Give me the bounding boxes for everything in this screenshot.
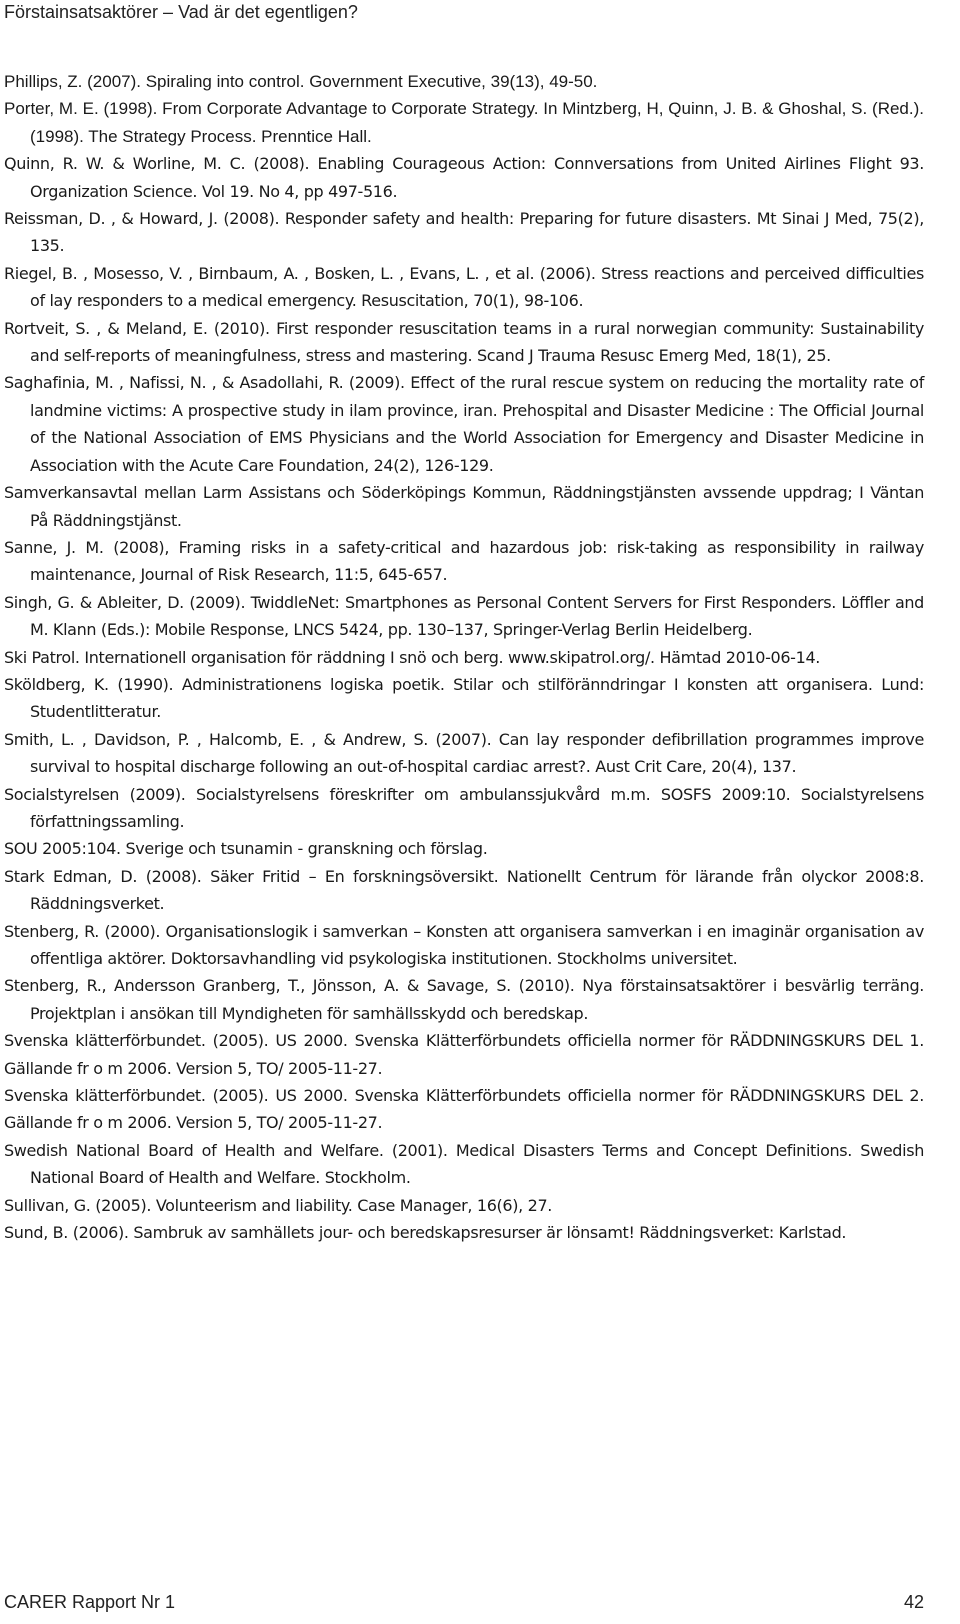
reference-entry: Svenska klätterförbundet. (2005). US 2000. Svenska Klätterförbundets officiella normer för RÄDDNINGSKURS DEL 1. Gällande fr o m 2006. Version 5, TO/ 2005-11-27. — [4, 1031, 924, 1078]
page-number: 42 — [903, 1592, 924, 1612]
reference-entry: Smith, L. , Davidson, P. , Halcomb, E. , & Andrew, S. (2007). Can lay responder defibrillation programmes improve survival to hospital discharge following an out-of-hospital cardiac arrest?. Aust Crit Care, 20(4), 137. — [4, 729, 924, 777]
reference-entry: Riegel, B. , Mosesso, V. , Birnbaum, A. , Bosken, L. , Evans, L. , et al. (2006). Stress reactions and perceived difficulties of lay responders to a medical emergency. Resuscitation, 70(1), 98-106. — [4, 263, 924, 311]
reference-entry: Sund, B. (2006). Sambruk av samhällets jour- och beredskapsresurser är lönsamt! Räddningsverket: Karlstad. — [4, 1223, 847, 1243]
reference-entry: Reissman, D. , & Howard, J. (2008). Responder safety and health: Preparing for future disasters. Mt Sinai J Med, 75(2), 135. — [4, 209, 924, 256]
reference-entry: Rortveit, S. , & Meland, E. (2010). First responder resuscitation teams in a rural norwegian community: Sustainability and self-reports of meaningfulness, stress and mastering. Scand J Trauma Resusc Emerg Med, 18(1), 25. — [4, 318, 924, 366]
reference-entry: Stark Edman, D. (2008). Säker Fritid – En forskningsöversikt. Nationellt Centrum för lärande från olyckor 2008:8. Räddningsverket. — [4, 866, 924, 914]
reference-entry: Swedish National Board of Health and Welfare. (2001). Medical Disasters Terms and Concept Definitions. Swedish National Board of Health and Welfare. Stockholm. — [4, 1140, 924, 1188]
reference-entry: Stenberg, R. (2000). Organisationslogik i samverkan – Konsten att organisera samverkan i en imaginär organisation av offentliga aktörer. Doktorsavhandling vid psykologiska institutionen. Stockholms universitet. — [4, 921, 924, 968]
reference-entry: Saghafinia, M. , Nafissi, N. , & Asadollahi, R. (2009). Effect of the rural rescue system on reducing the mortality rate of landmine victims: A prospective study in ilam province, iran. Prehospital and Disaster Medicine : The Official Journal of the National Association of EMS Physicians and the World Association for Emergency and Disaster Medicine in Association with the Acute Care Foundation, 24(2), 126-129. — [4, 373, 924, 475]
reference-entry: Phillips, Z. (2007). Spiraling into control. Government Executive, 39(13), 49-50. — [4, 72, 598, 91]
footer-report-name: CARER Rapport Nr 1 — [4, 1592, 176, 1612]
reference-entry: Quinn, R. W. & Worline, M. C. (2008). Enabling Courageous Action: Connversations from United Airlines Flight 93. Organization Science. Vol 19. No 4, pp 497-516. — [4, 154, 924, 201]
reference-list — [4, 68, 924, 1246]
reference-entry: Samverkansavtal mellan Larm Assistans och Söderköpings Kommun, Räddningstjänsten avssende uppdrag; I Väntan På Räddningstjänst. — [4, 483, 924, 530]
reference-entry: Sköldberg, K. (1990). Administrationens logiska poetik. Stilar och stilföränndringar I konsten att organisera. Lund: Studentlitteratur. — [4, 674, 924, 722]
reference-entry: Sanne, J. M. (2008), Framing risks in a safety-critical and hazardous job: risk-taking as responsibility in railway maintenance, Journal of Risk Research, 11:5, 645-657. — [4, 537, 924, 585]
page-footer — [4, 1592, 924, 1613]
reference-entry: Stenberg, R., Andersson Granberg, T., Jönsson, A. & Savage, S. (2010). Nya förstainsatsaktörer i besvärlig terräng. Projektplan i ansökan till Myndigheten för samhällsskydd och beredskap. — [4, 976, 924, 1023]
page-header-title: Förstainsatsaktörer – Vad är det egentligen? — [4, 2, 358, 22]
reference-entry: Singh, G. & Ableiter, D. (2009). TwiddleNet: Smartphones as Personal Content Servers for First Responders. Löffler and M. Klann (Eds.): Mobile Response, LNCS 5424, pp. 130–137, Springer-Verlag Berlin Heidelberg. — [4, 592, 924, 640]
reference-entry: Socialstyrelsen (2009). Socialstyrelsens föreskrifter om ambulanssjukvård m.m. SOSFS 2009:10. Socialstyrelsens författningssamling. — [4, 784, 924, 831]
reference-entry: Ski Patrol. Internationell organisation för räddning I snö och berg. www.skipatrol.org/. Hämtad 2010-06-14. — [4, 647, 821, 667]
reference-entry: SOU 2005:104. Sverige och tsunamin - granskning och förslag. — [4, 839, 488, 859]
reference-entry: Porter, M. E. (1998). From Corporate Advantage to Corporate Strategy. In Mintzberg, H, Quinn, J. B. & Ghoshal, S. (Red.). (1998). The Strategy Process. Prenntice Hall. — [4, 99, 924, 146]
reference-entry: Sullivan, G. (2005). Volunteerism and liability. Case Manager, 16(6), 27. — [4, 1195, 553, 1215]
reference-entry: Svenska klätterförbundet. (2005). US 2000. Svenska Klätterförbundets officiella normer för RÄDDNINGSKURS DEL 2. Gällande fr o m 2006. Version 5, TO/ 2005-11-27. — [4, 1086, 924, 1133]
